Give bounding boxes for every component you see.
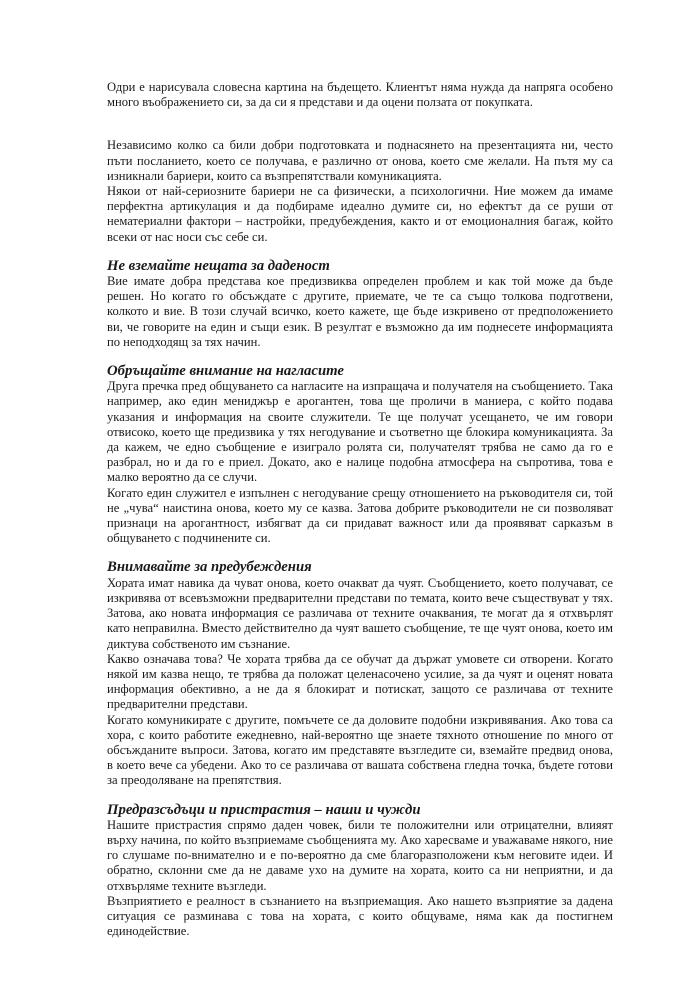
section-paragraph: Хората имат навика да чуват онова, което очакват да чуят. Съобщението, което получават, се изкривява от всевъзможни предварителни представи по темата, които вече съществуват у тях. Затова, ако новата информация се различава от техните очаквания, те могат да я отхвърлят като неправилна. Вместо действително да чуят вашето съобщение, те ще чуят онова, което им диктува собственото им съзнание. bbox=[107, 575, 613, 651]
section-prejudices bbox=[107, 803, 613, 940]
section-paragraph: Когато комуникирате с другите, помъчете се да доловите подобни изкривявания. Ако това са хора, с които работите ежедневно, най-вероятно ще знаете тяхното отношение по много от обсъжданите въпроси. Затова, когато им представяте възгледите си, вземайте предвид онова, в което вече са убедени. Ако то се различава от вашата собствена гледна точка, бъдете готови за преодоляване на препятствия. bbox=[107, 712, 613, 788]
section-spacer bbox=[107, 546, 613, 560]
section-heading: Предразсъдъци и пристрастия – наши и чужди bbox=[107, 801, 421, 818]
barriers-paragraph-1: Независимо колко са били добри подготовката и поднасянето на презентацията ни, често пъти посланието, което се получава, е различно от онова, което сме желали. На пътя му са изникнали бариери, които са възпрепятствали комуникацията. bbox=[107, 138, 613, 183]
section-heading: Обръщайте внимание на нагласите bbox=[107, 363, 344, 380]
section-heading: Внимавайте за предубеждения bbox=[107, 559, 312, 576]
section-spacer bbox=[107, 350, 613, 364]
section-preconceptions bbox=[107, 560, 613, 788]
intro-paragraph: Одри е нарисувала словесна картина на бъдещето. Клиентът няма нужда да напряга особено много въображението си, за да си я представи и да оцени ползата от покупката. bbox=[107, 80, 613, 110]
section-paragraph: Нашите пристрастия спрямо даден човек, били те положителни или отрицателни, влияят върху начина, по който възприемаме съобщенията му. Ако харесваме и уважаваме някого, ние го слушаме по-внимателно и е по-вероятно да сме благоразположени към неговите идеи. И обратно, склонни сме да не даваме ухо на думите на хората, които са ни неприятни, и да отхвърляме техните възгледи. bbox=[107, 817, 613, 893]
section-paragraph: Възприятието е реалност в съзнанието на възприемащия. Ако нашето възприятие за дадена ситуация се разминава с това на хората, с които общуваме, няма как да постигнем единодействие. bbox=[107, 893, 613, 939]
section-attitudes bbox=[107, 364, 613, 546]
barriers-paragraph-2: Някои от най-сериозните бариери не са физически, а психологични. Ние можем да имаме перфектна артикулация и да подбираме идеално думите си, но ефектът да се руши от нематериални фактори – настройки, предубеждения, както и от емоционалния багаж, който всеки от нас носи със себе си. bbox=[107, 184, 613, 244]
document-page bbox=[107, 80, 613, 939]
section-paragraph: Друга пречка пред общуването са нагласите на изпращача и получателя на съобщението. Така например, ако един мениджър е арогантен, това ще проличи в маниера, с който подава указания и информация на своите служители. Те ще получат усещането, че им говори отвисоко, което ще предизвика у тях негодувание и съответно ще блокира комуникацията. За да кажем, че едно съобщение е изиграло ролята си, получателят трябва не само да го е разбрал, но и да го е приел. Докато, ако е налице подобна атмосфера на съпротива, това е малко вероятно да се случи. bbox=[107, 379, 613, 485]
section-spacer bbox=[107, 789, 613, 803]
section-paragraph: Вие имате добра представа кое предизвиква определен проблем и как той може да бъде решен. Но когато го обсъждате с другите, приемате, че те са също толкова подготвени, колкото и вие. В този случай всичко, което кажете, ще бъде изкривено от предположението ви, че говорите на един и същи език. В резултат е възможно да им поднесете информацията по неподходящ за тях начин. bbox=[107, 274, 613, 349]
section-assumptions bbox=[107, 259, 613, 350]
section-heading: Не вземайте нещата за даденост bbox=[107, 257, 330, 274]
section-paragraph: Когато един служител е изпълнен с негодувание срещу отношението на ръководителя си, той не „чува“ наистина онова, което му се казва. Затова добрите ръководители не си позволяват признаци на арогантност, избягват да си придават важност или да проявяват сарказъм в общуването с подчинените си. bbox=[107, 485, 613, 546]
paragraph-spacer bbox=[107, 110, 613, 138]
section-spacer bbox=[107, 245, 613, 259]
section-paragraph: Какво означава това? Че хората трябва да се обучат да държат умовете си отворени. Когато някой им казва нещо, те трябва да положат целенасочено усилие, за да чуят и оценят новата информация обективно, а не да я блокират и потискат, защото се различава от техните предварителни представи. bbox=[107, 651, 613, 712]
